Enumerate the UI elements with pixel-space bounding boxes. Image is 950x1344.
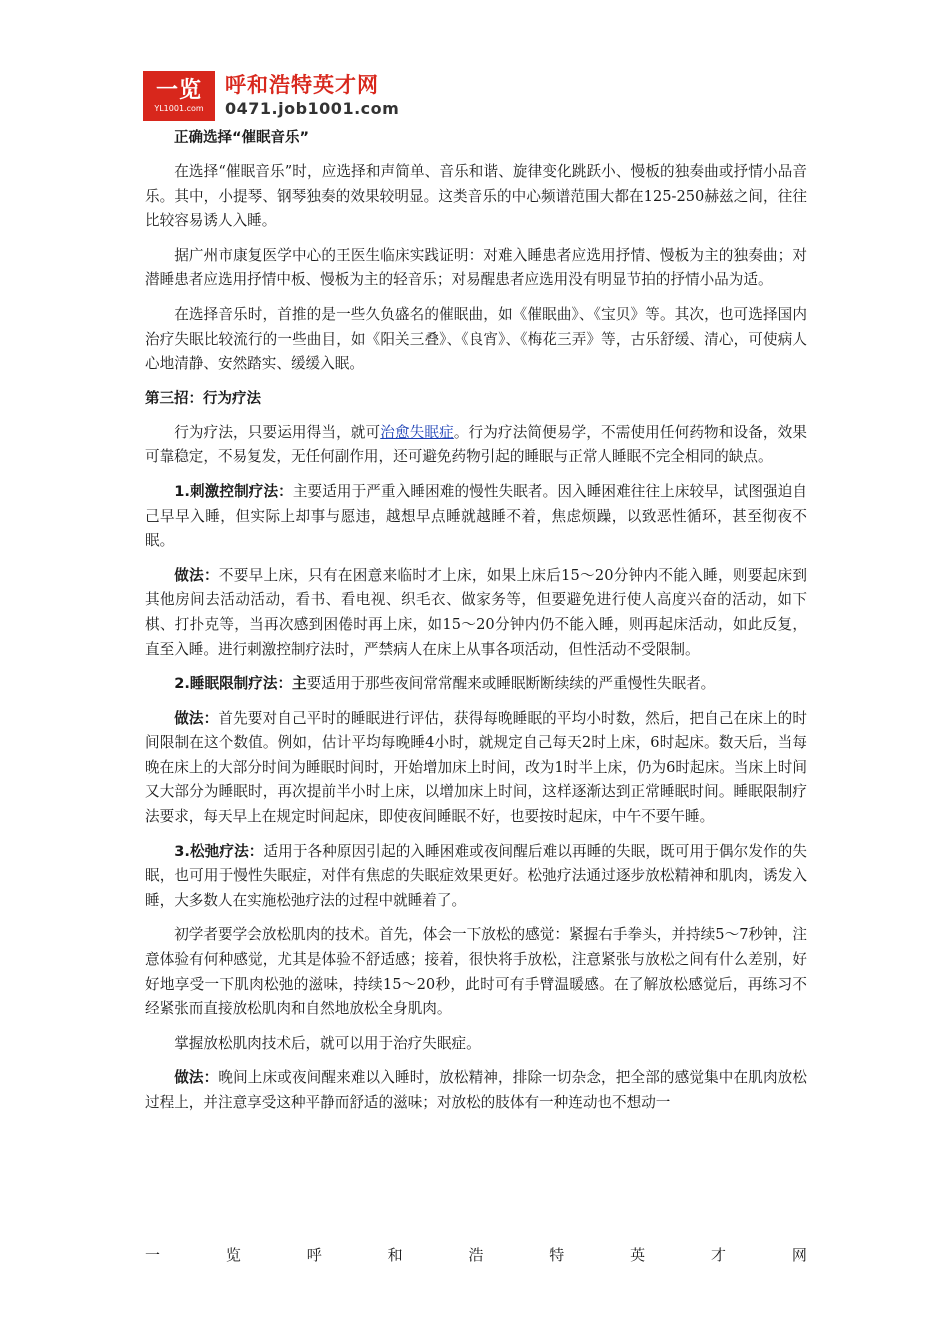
paragraph-text: 行为疗法，只要运用得当，就可 xyxy=(174,423,381,441)
method-label: 3.松弛疗法： xyxy=(174,842,264,860)
paragraph-text: 。行为疗法简便易学，不需使用任何药物和设备，效果可靠稳定，不易复发，无任何副作用，还可避免药物引起的睡眠与正常人睡眠不完全相同的缺点。 xyxy=(145,423,807,466)
paragraph xyxy=(145,1066,807,1115)
paragraph: 在选择音乐时，首推的是一些久负盛名的催眠曲，如《催眠曲》、《宝贝》等。其次，也可选择国内治疗失眠比较流行的一些曲目，如《阳关三叠》、《良宵》、《梅花三弄》等，古乐舒缓、清心，可使病人心地清静、安然踏实、缓缓入眠。 xyxy=(145,305,807,373)
site-header xyxy=(143,70,399,122)
method-label: 做法： xyxy=(174,566,219,584)
footer-char: 一 xyxy=(145,1246,161,1264)
paragraph-text: 晚间上床或夜间醒来难以入睡时，放松精神，排除一切杂念，把全部的感觉集中在肌肉放松过程上，并注意享受这种平静而舒适的滋味；对放松的肢体有一种连动也不想动一 xyxy=(145,1069,807,1111)
footer-char: 英 xyxy=(630,1246,646,1264)
footer-char: 才 xyxy=(711,1246,727,1264)
method-label: 做法： xyxy=(174,709,219,727)
footer-char: 浩 xyxy=(468,1246,484,1264)
paragraph: 据广州市康复医学中心的王医生临床实践证明：对难入睡患者应选用抒情、慢板为主的独奏曲；对潜睡患者应选用抒情中板、慢板为主的轻音乐；对易醒患者应选用没有明显节拍的抒情小品为适。 xyxy=(145,246,807,289)
paragraph-text: 首先要对自己平时的睡眠进行评估，获得每晚睡眠的平均小时数，然后，把自己在床上的时间限制在这个数值。例如，估计平均每晚睡4小时，就规定自己每天2时上床，6时起床。数天后，当每晚在床上的大部分时间为睡眠时间时，开始增加床上时间，改为1时半上床，仍为6时起床。当床上时间又大部分为睡眠时，再次提前半小时上床，以增加床上时间，这样逐渐达到正常睡眠时间。睡眠限制疗法要求，每天早上在规定时间起床，即使夜间睡眠不好，也要按时起床，中午不要午睡。 xyxy=(145,709,807,826)
section-heading: 正确选择“催眠音乐” xyxy=(174,130,310,146)
logo-text: 一览 xyxy=(155,78,202,103)
method-label: 2.睡眠限制疗法：主 xyxy=(174,675,307,693)
paragraph-text: 要适用于那些夜间常常醒来或睡眠断断续续的严重慢性失眠者。 xyxy=(306,675,716,693)
footer-char: 特 xyxy=(549,1246,565,1264)
paragraph xyxy=(145,564,807,662)
paragraph xyxy=(145,707,807,830)
footer-char: 呼 xyxy=(306,1246,322,1264)
logo-url: YL1001.com xyxy=(154,104,204,113)
article-body xyxy=(145,126,807,1126)
paragraph: 初学者要学会放松肌肉的技术。首先，体会一下放松的感觉：紧握右手拳头，并持续5～7秒钟，注意体验有何种感觉，尤其是体验不舒适感；接着，很快将手放松，注意紧张与放松之间有什么差别，好好地享受一下肌肉松弛的滋味，持续15～20秒，此时可有手臂温暖感。在了解放松感觉后，再练习不经紧张而直接放松肌肉和自然地放松全身肌肉。 xyxy=(145,926,807,1018)
paragraph xyxy=(145,480,807,554)
paragraph: 掌握放松肌肉技术后，就可以用于治疗失眠症。 xyxy=(174,1034,481,1052)
paragraph: 在选择“催眠音乐”时，应选择和声简单、音乐和谐、旋律变化跳跃小、慢板的独奏曲或抒情小品音乐。其中，小提琴、钢琴独奏的效果较明显。这类音乐的中心频谱范围大都在125-250赫兹之间，往往比较容易诱人入睡。 xyxy=(145,163,807,230)
brand-domain: 0471.job1001.com xyxy=(225,99,400,118)
footer-char: 网 xyxy=(791,1246,807,1264)
site-logo[interactable] xyxy=(143,71,215,121)
section-heading: 第三招：行为疗法 xyxy=(145,390,261,407)
footer-char: 和 xyxy=(387,1246,403,1264)
paragraph-text: 不要早上床，只有在困意来临时才上床，如果上床后15～20分钟内不能入睡，则要起床到其他房间去活动活动，看书、看电视、织毛衣、做家务等，但要避免进行使人高度兴奋的活动，如下棋、打扑克等，当再次感到困倦时再上床，如15～20分钟内仍不能入睡，则再起床活动，如此反复，直至入睡。进行刺激控制疗法时，严禁病人在床上从事各项活动，但性活动不受限制。 xyxy=(145,566,807,658)
paragraph-text: 适用于各种原因引起的入睡困难或夜间醒后难以再睡的失眠，既可用于偶尔发作的失眠，也可用于慢性失眠症，对伴有焦虑的失眠症效果更好。松弛疗法通过逐步放松精神和肌肉，诱发入睡，大多数人在实施松弛疗法的过程中就睡着了。 xyxy=(145,842,807,909)
paragraph xyxy=(145,840,807,914)
cure-insomnia-link[interactable]: 治愈失眠症 xyxy=(380,423,454,441)
footer-char: 览 xyxy=(225,1246,241,1264)
method-label: 做法： xyxy=(174,1069,219,1087)
paragraph xyxy=(145,672,807,697)
method-label: 1.刺激控制疗法： xyxy=(174,482,293,500)
page-footer xyxy=(145,1244,807,1266)
paragraph xyxy=(145,421,807,470)
paragraph-text: 主要适用于严重入睡困难的慢性失眠者。因入睡困难往往上床较早，试图强迫自己早早入睡，但实际上却事与愿违，越想早点睡就越睡不着，焦虑烦躁，以致恶性循环，甚至彻夜不眠。 xyxy=(145,482,807,550)
brand-name: 呼和浩特英才网 xyxy=(225,73,379,97)
brand-block xyxy=(225,72,399,120)
